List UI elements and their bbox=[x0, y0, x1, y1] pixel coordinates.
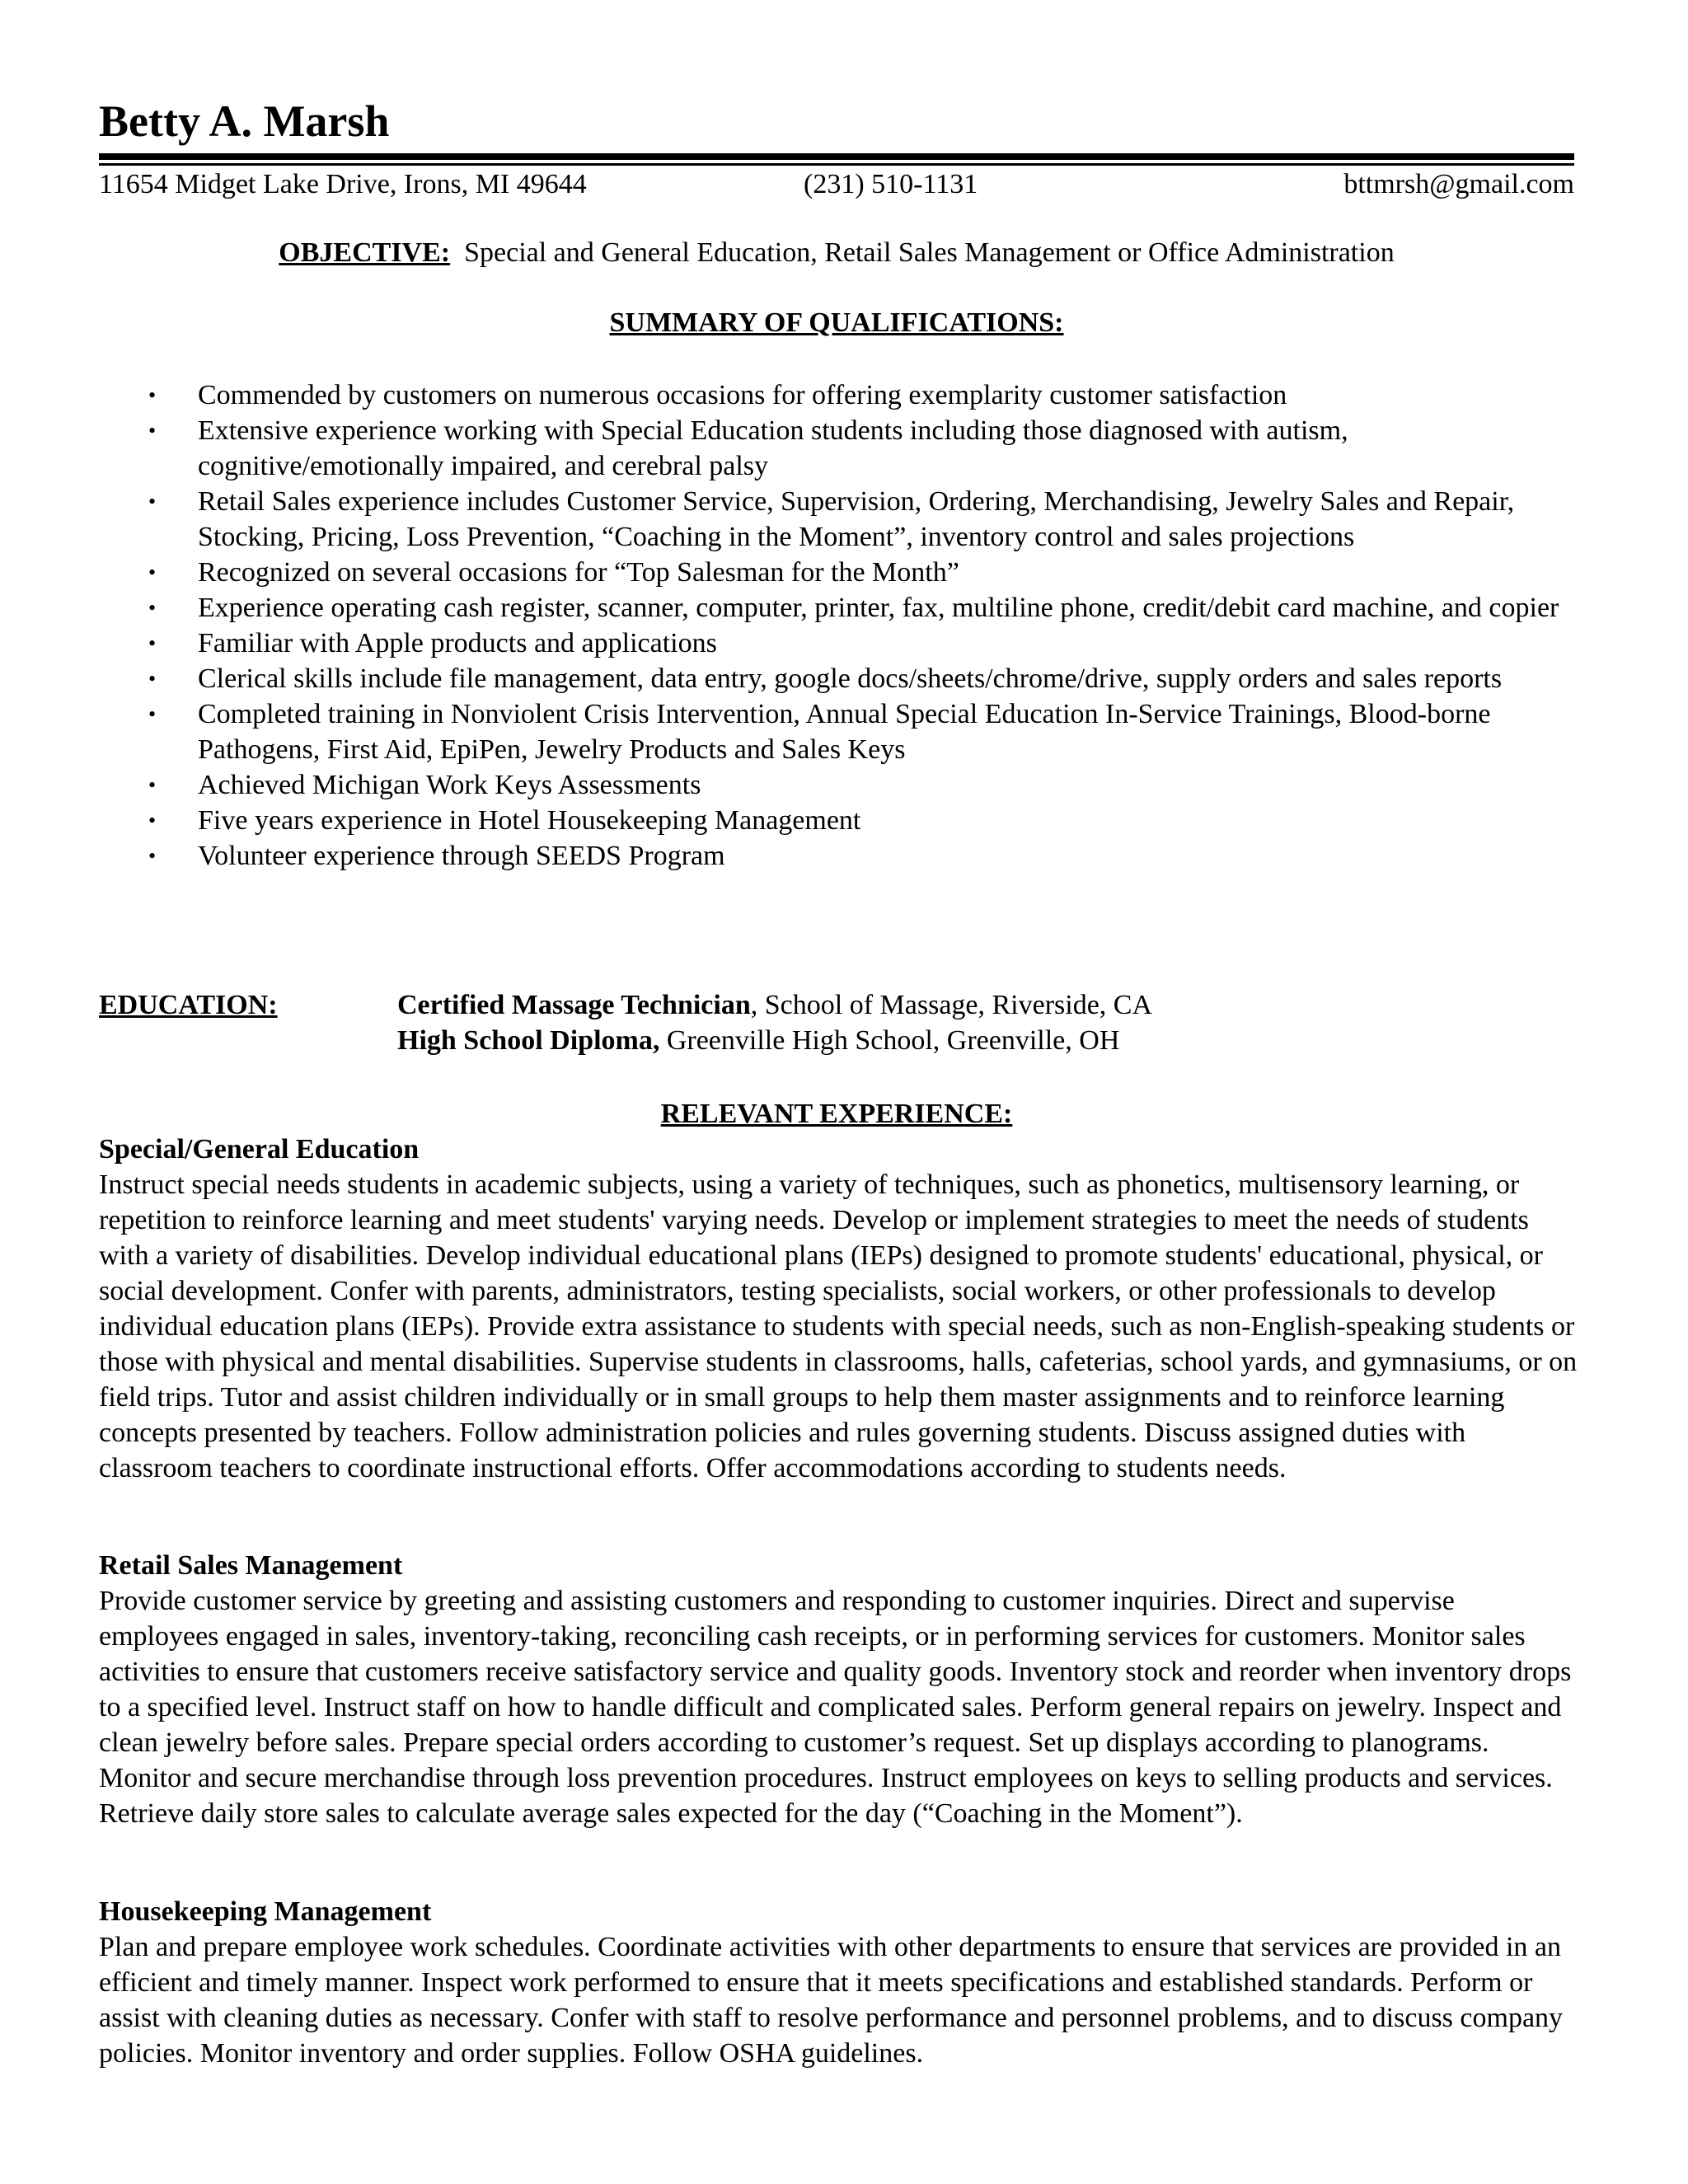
bullet-icon: • bbox=[148, 773, 157, 797]
education-credential: Certified Massage Technician bbox=[397, 990, 751, 1020]
list-item-text: Commended by customers on numerous occasions for offering exemplarity customer satisfaction bbox=[198, 380, 1287, 410]
objective-label: OBJECTIVE: bbox=[279, 237, 451, 268]
bullet-icon: • bbox=[148, 631, 157, 655]
list-item bbox=[99, 555, 1574, 590]
list-item-text: Recognized on several occasions for “Top Salesman for the Month” bbox=[198, 557, 959, 588]
education-credential: High School Diploma, bbox=[397, 1025, 660, 1056]
list-item bbox=[99, 661, 1574, 696]
experience-title: Housekeeping Management bbox=[99, 1896, 432, 1927]
list-item bbox=[99, 838, 1574, 874]
contact-line bbox=[99, 166, 1574, 203]
list-item-text: Extensive experience working with Special Education students including those diagnosed with autism, cognitive/emotionally impaired, and cerebral palsy bbox=[198, 415, 1348, 481]
education-entry bbox=[397, 1023, 1152, 1058]
experience-description: Plan and prepare employee work schedules. Coordinate activities with other departments to ensure that services are provided in an efficient and timely manner. Inspect work performed to ensure that it meets specifications and established standards. Perform or assist with cleaning duties as necessary. Confer with staff to resolve performance and personnel problems, and to discuss company policies. Monitor inventory and order supplies. Follow OSHA guidelines. bbox=[99, 1932, 1564, 2069]
experience-description: Provide customer service by greeting and assisting customers and responding to customer inquiries. Direct and supervise employees engaged in sales, inventory-taking, reconciling cash receipts, or in performing services for customers. Monitor sales activities to ensure that customers receive satisfactory service and quality goods. Inventory stock and reorder when inventory drops to a specified level. Instruct staff on how to handle difficult and complicated sales. Perform general repairs on jewelry. Inspect and clean jewelry before sales. Prepare special orders according to customer’s request. Set up displays according to planograms. Monitor and secure merchandise through loss prevention procedures. Instruct employees on keys to selling products and services. Retrieve daily store sales to calculate average sales expected for the day (“Coaching in the Moment”). bbox=[99, 1586, 1572, 1829]
header-rule-thin bbox=[99, 163, 1574, 166]
list-item bbox=[99, 413, 1574, 484]
list-item-text: Volunteer experience through SEEDS Program bbox=[198, 841, 725, 871]
summary-heading-text: SUMMARY OF QUALIFICATIONS: bbox=[609, 307, 1064, 338]
bullet-icon: • bbox=[148, 667, 157, 691]
list-item-text: Familiar with Apple products and applications bbox=[198, 628, 717, 658]
experience-section bbox=[99, 1132, 1578, 1486]
experience-section bbox=[99, 1548, 1578, 1831]
experience-title: Retail Sales Management bbox=[99, 1550, 403, 1581]
experience-description: Instruct special needs students in academic subjects, using a variety of techniques, such as phonetics, multisensory learning, or repetition to reinforce learning and meet students' varying needs. Develop or implement strategies to meet the needs of students with a variety of disabilities. Develop individual educational plans (IEPs) designed to promote students' educational, physical, or social development. Confer with parents, administrators, testing specialists, social workers, or other professionals to develop individual education plans (IEPs). Provide extra assistance to students with special needs, such as non-English-speaking students or those with physical and mental disabilities. Supervise students in classrooms, halls, cafeterias, school yards, and gymnasiums, or on field trips. Tutor and assist children individually or in small groups to help them master assignments and to reinforce learning concepts presented by teachers. Follow administration policies and rules governing students. Discuss assigned duties with classroom teachers to coordinate instructional efforts. Offer accommodations according to students needs. bbox=[99, 1169, 1578, 1483]
bullet-icon: • bbox=[148, 383, 157, 407]
bullet-icon: • bbox=[148, 844, 157, 868]
list-item bbox=[99, 767, 1574, 803]
header-rule-thick bbox=[99, 153, 1574, 160]
bullet-icon: • bbox=[148, 560, 157, 584]
experience-heading-text: RELEVANT EXPERIENCE: bbox=[660, 1099, 1013, 1129]
list-item-text: Retail Sales experience includes Customer Service, Supervision, Ordering, Merchandising, Jewelry Sales and Repair, Stocking, Pricing, Loss Prevention, “Coaching in the Moment”, inventory control and sales projections bbox=[198, 486, 1515, 552]
list-item-text: Five years experience in Hotel Housekeeping Management bbox=[198, 805, 861, 836]
education-school: , School of Massage, Riverside, CA bbox=[750, 990, 1153, 1020]
objective-line bbox=[99, 235, 1574, 270]
list-item-text: Clerical skills include file management, data entry, google docs/sheets/chrome/drive, supply orders and sales reports bbox=[198, 663, 1503, 694]
objective-text: Special and General Education, Retail Sales Management or Office Administration bbox=[464, 237, 1395, 268]
contact-email: bttmrsh@gmail.com bbox=[1343, 169, 1574, 199]
bullet-icon: • bbox=[148, 808, 157, 832]
contact-phone: (231) 510-1131 bbox=[804, 169, 978, 199]
bullet-icon: • bbox=[148, 419, 157, 443]
education-heading: EDUCATION: bbox=[99, 990, 278, 1020]
list-item bbox=[99, 590, 1574, 626]
list-item bbox=[99, 377, 1574, 413]
applicant-name: Betty A. Marsh bbox=[99, 96, 390, 146]
bullet-icon: • bbox=[148, 702, 157, 726]
list-item bbox=[99, 484, 1574, 555]
experience-heading bbox=[99, 1096, 1574, 1132]
list-item bbox=[99, 803, 1574, 838]
education-school: Greenville High School, Greenville, OH bbox=[659, 1025, 1120, 1056]
qualifications-list bbox=[99, 377, 1574, 874]
list-item-text: Achieved Michigan Work Keys Assessments bbox=[198, 770, 701, 800]
experience-section bbox=[99, 1894, 1578, 2071]
education-entry bbox=[397, 987, 1152, 1023]
experience-title: Special/General Education bbox=[99, 1134, 420, 1165]
list-item-text: Completed training in Nonviolent Crisis Intervention, Annual Special Education In-Service Trainings, Blood-borne Pathogens, First Aid, EpiPen, Jewelry Products and Sales Keys bbox=[198, 699, 1491, 765]
education-entries bbox=[397, 987, 1152, 1058]
bullet-icon: • bbox=[148, 490, 157, 513]
contact-address: 11654 Midget Lake Drive, Irons, MI 49644 bbox=[99, 169, 587, 199]
bullet-icon: • bbox=[148, 596, 157, 620]
list-item bbox=[99, 696, 1574, 767]
list-item-text: Experience operating cash register, scanner, computer, printer, fax, multiline phone, credit/debit card machine, and copier bbox=[198, 593, 1559, 623]
summary-heading bbox=[99, 305, 1574, 340]
list-item bbox=[99, 626, 1574, 661]
